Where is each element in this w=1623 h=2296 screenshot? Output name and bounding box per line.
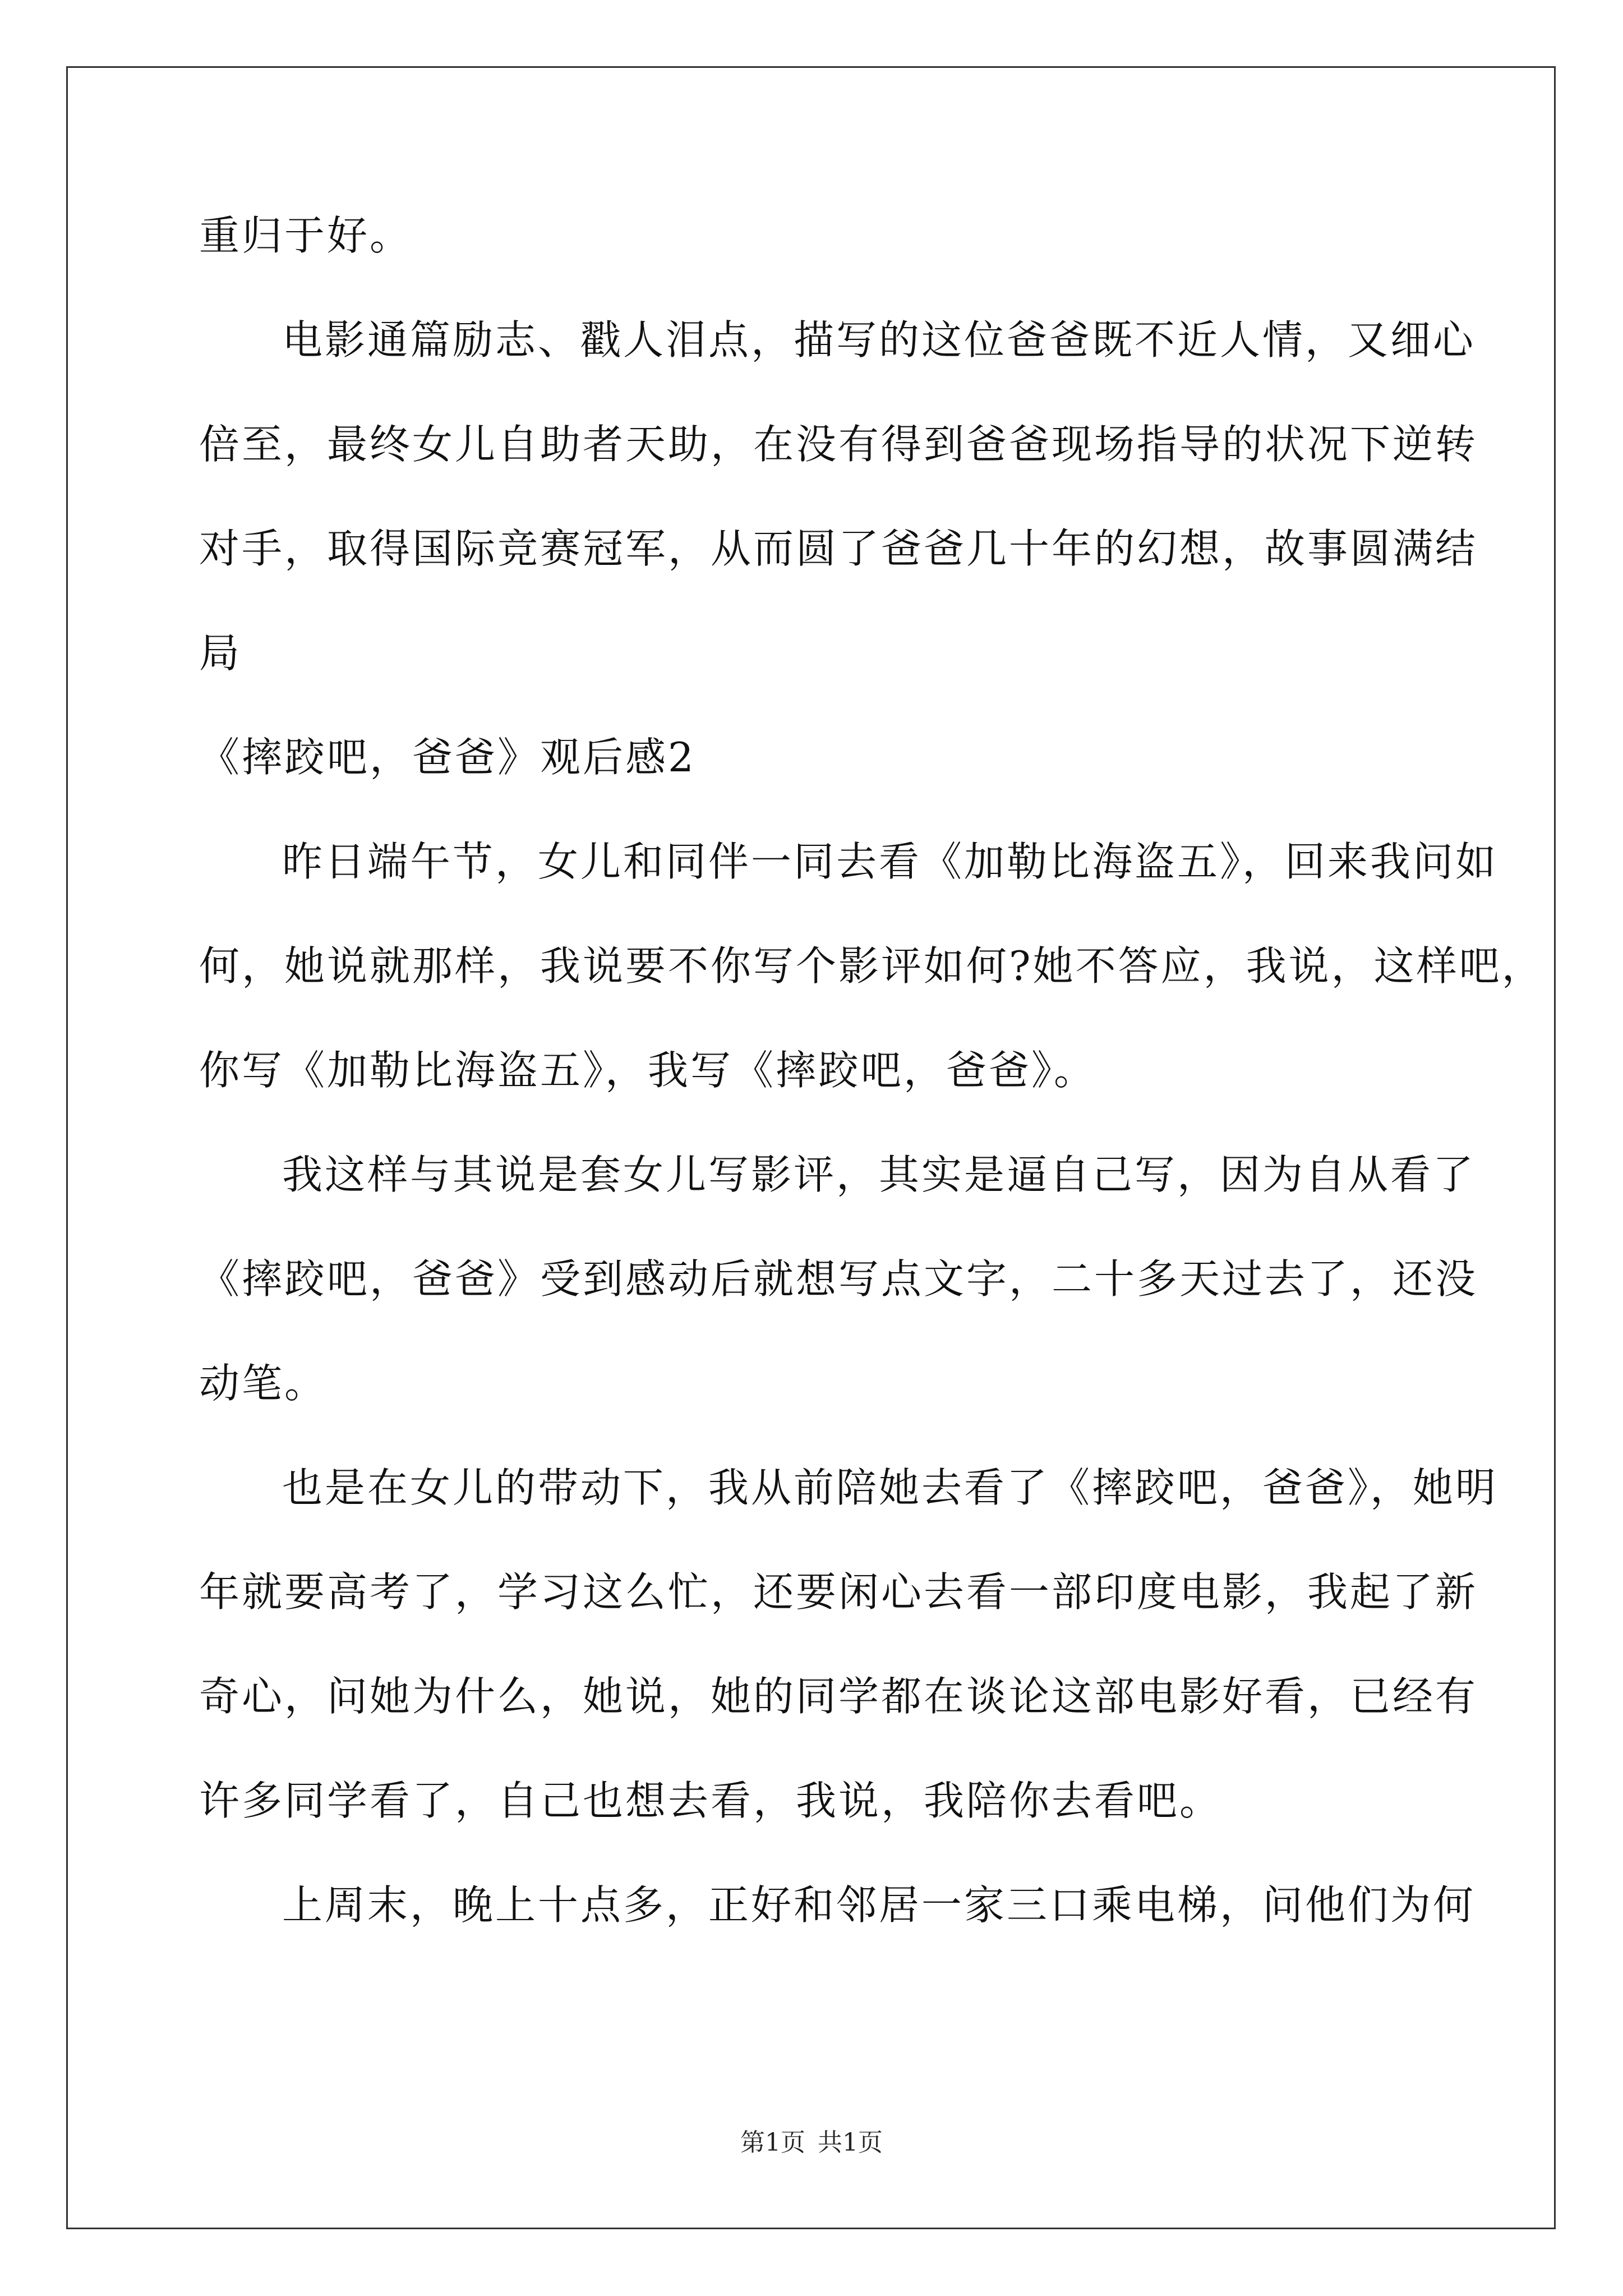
text-line: 何，她说就那样，我说要不你写个影评如何?她不答应，我说，这样吧，: [199, 942, 1544, 990]
text-line: 动笔。: [199, 1360, 328, 1407]
text-line: 倍至，最终女儿自助者天助，在没有得到爸爸现场指导的状况下逆转: [199, 421, 1478, 468]
document-body: [199, 208, 1544, 1933]
text-line: 电影通篇励志、戳人泪点，描写的这位爸爸既不近人情，又细心: [282, 316, 1476, 364]
section-heading: 《摔跤吧，爸爸》观后感2: [199, 734, 696, 781]
text-line: 许多同学看了，自己也想去看，我说，我陪你去看吧。: [199, 1777, 1223, 1824]
text-line: 上周末，晚上十点多，正好和邻居一家三口乘电梯，问他们为何: [282, 1881, 1476, 1929]
text-line: 重归于好。: [199, 212, 413, 259]
text-line: 你写《加勒比海盗五》，我写《摔跤吧，爸爸》。: [199, 1047, 1097, 1094]
text-line: 也是在女儿的带动下，我从前陪她去看了《摔跤吧，爸爸》，她明: [282, 1464, 1498, 1511]
text-line: 对手，取得国际竞赛冠军，从而圆了爸爸几十年的幻想，故事圆满结: [199, 525, 1478, 572]
page-number-total: 共1页: [818, 2128, 883, 2157]
text-line: 《摔跤吧，爸爸》受到感动后就想写点文字，二十多天过去了，还没: [199, 1255, 1478, 1303]
text-line: 我这样与其说是套女儿写影评，其实是逼自己写，因为自从看了: [282, 1151, 1476, 1198]
page-footer: [0, 2126, 1623, 2160]
text-line: 奇心，问她为什么，她说，她的同学都在谈论这部电影好看，已经有: [199, 1673, 1478, 1720]
text-line: 年就要高考了，学习这么忙，还要闲心去看一部印度电影，我起了新: [199, 1568, 1478, 1616]
text-line: 局: [199, 629, 242, 677]
page-number-current: 第1页: [740, 2128, 805, 2157]
text-line: 昨日端午节，女儿和同伴一同去看《加勒比海盗五》，回来我问如: [282, 838, 1498, 885]
